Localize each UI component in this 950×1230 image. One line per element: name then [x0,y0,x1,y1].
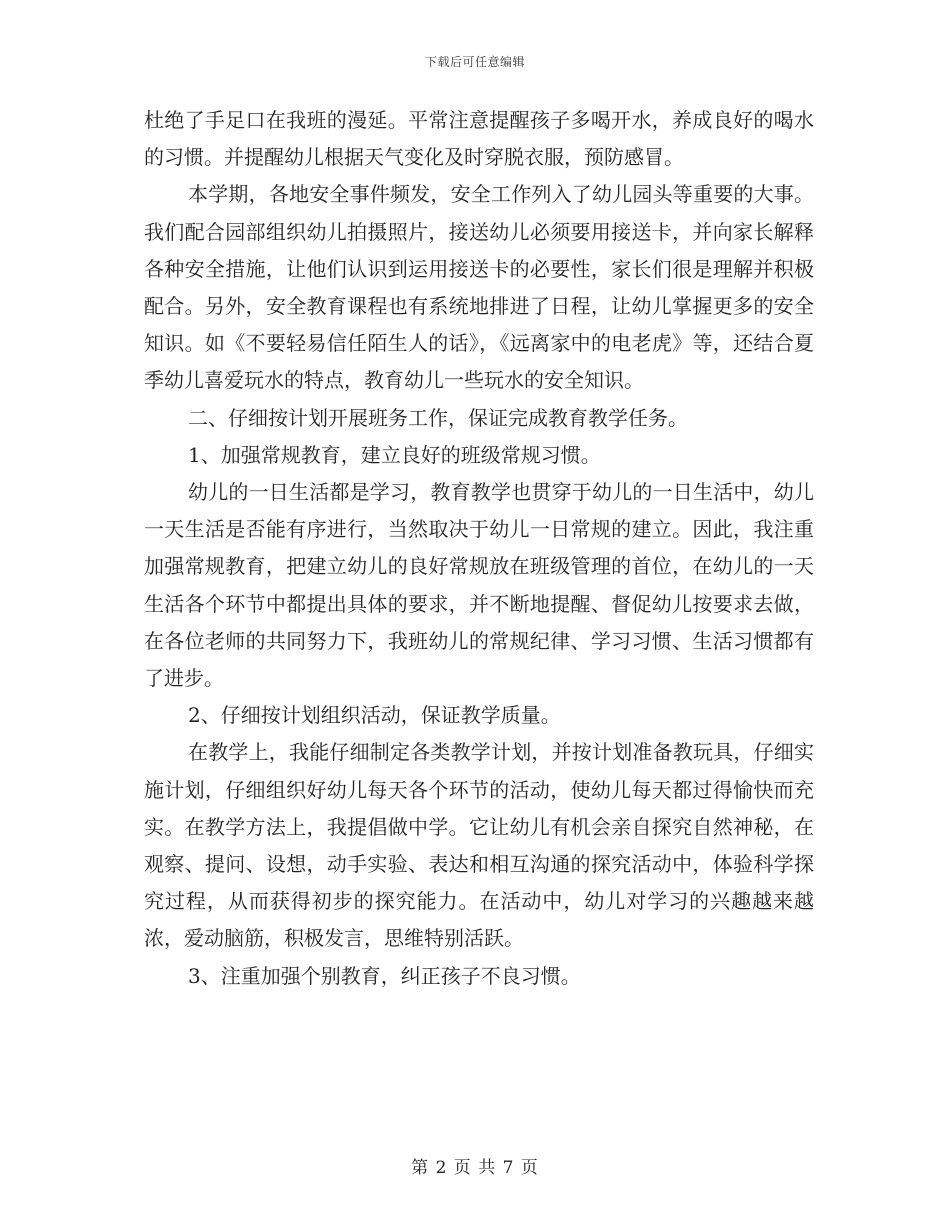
page-number-footer: 第 2 页 共 7 页 [411,1158,539,1178]
subheading-teaching-quality: 2、仔细按计划组织活动，保证教学质量。 [188,703,561,728]
section-heading-class-work: 二、仔细按计划开展班务工作，保证完成教育教学任务。 [188,405,688,430]
paragraph-teaching-quality: 在教学上，我能仔细制定各类教学计划，并按计划准备教玩具，仔细实施计划，仔细组织好幼儿每天各个环节的活动，使幼儿每天都过得愉快而充实。在教学方法上，我提倡做中学。它让幼儿有机会亲自探究自然神秘，在观察、提问、设想，动手实验、表达和相互沟通的探究活动中，体验科学探究过程，从而获得初步的探究能力。在活动中，幼儿对学习的兴趣越来越浓，爱动脑筋，积极发言，思维特别活跃。 [144,740,814,951]
header-note: 下载后可任意编辑 [424,55,525,69]
paragraph-continuation: 杜绝了手足口在我班的漫延。平常注意提醒孩子多喝开水，养成良好的喝水的习惯。并提醒幼儿根据天气变化及时穿脱衣服，预防感冒。 [144,108,814,170]
paragraph-safety-work: 本学期，各地安全事件频发，安全工作列入了幼儿园头等重要的大事。我们配合园部组织幼儿拍摄照片，接送幼儿必须要用接送卡，并向家长解释各种安全措施，让他们认识到运用接送卡的必要性，家长们很是理解并积极配合。另外，安全教育课程也有系统地排进了日程，让幼儿掌握更多的安全知识。如《不要轻易信任陌生人的话》，《远离家中的电老虎》等，还结合夏季幼儿喜爱玩水的特点，教育幼儿一些玩水的安全知识。 [144,182,814,393]
paragraph-routine-education: 幼儿的一日生活都是学习，教育教学也贯穿于幼儿的一日生活中，幼儿一天生活是否能有序进行，当然取决于幼儿一日常规的建立。因此，我注重加强常规教育，把建立幼儿的良好常规放在班级管理的首位，在幼儿的一天生活各个环节中都提出具体的要求，并不断地提醒、督促幼儿按要求去做，在各位老师的共同努力下，我班幼儿的常规纪律、学习习惯、生活习惯都有了进步。 [144,480,814,691]
subheading-routine-education: 1、加强常规教育，建立良好的班级常规习惯。 [188,442,601,467]
subheading-individual-education: 3、注重加强个别教育，纠正孩子不良习惯。 [188,963,581,988]
document-body [144,102,814,995]
